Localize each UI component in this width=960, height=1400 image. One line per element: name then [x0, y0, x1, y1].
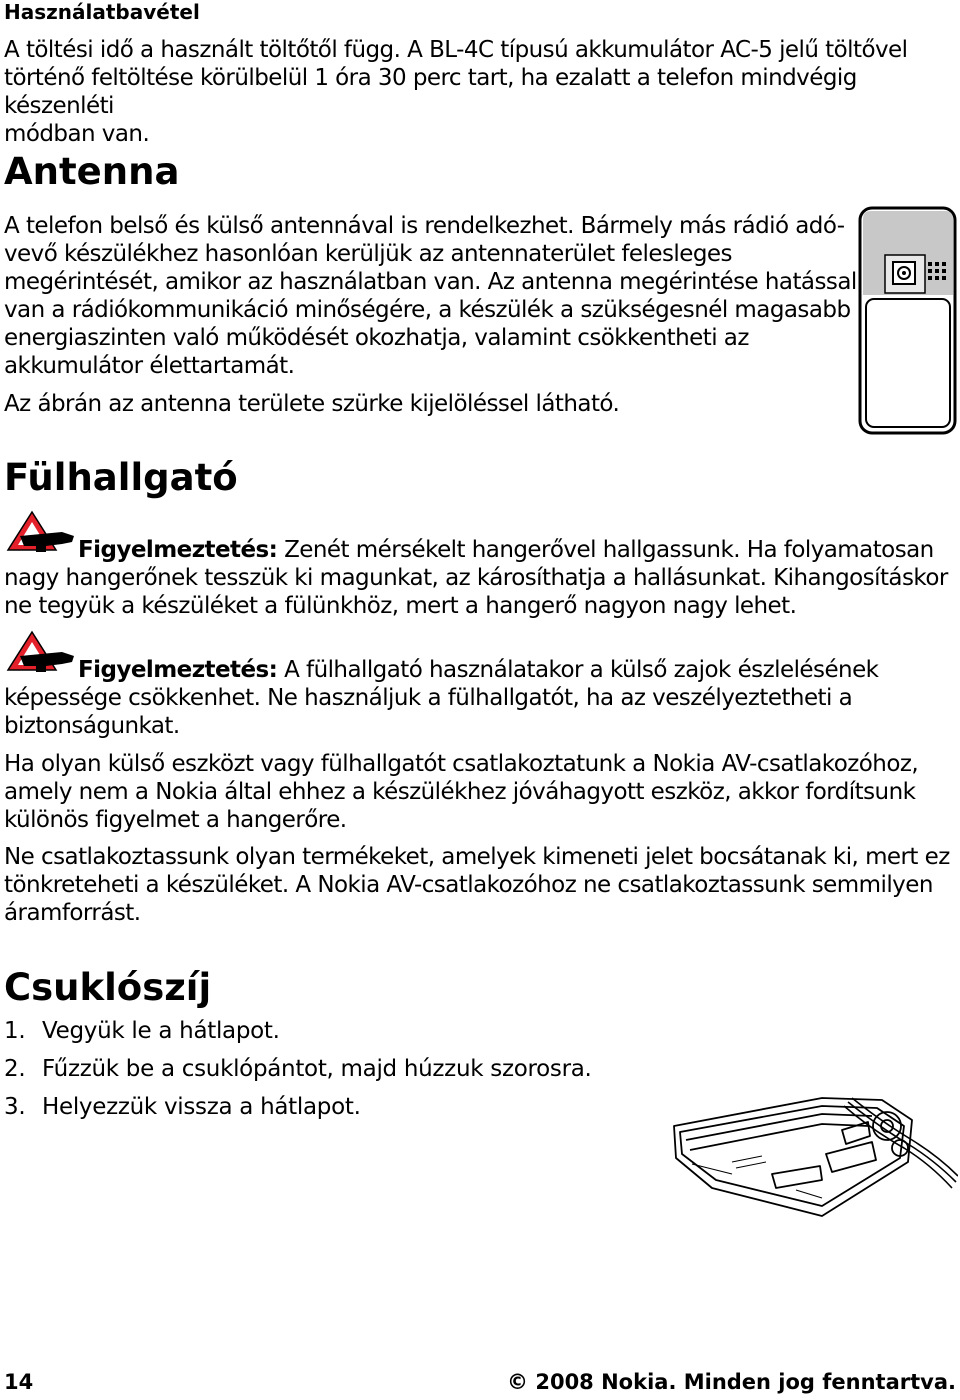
warning-1-line: ne tegyük a készüléket a fülünkhöz, mert a hangerő nagyon nagy lehet.	[4, 593, 797, 619]
step-number: 1.	[4, 1018, 26, 1044]
warning-1-label: Figyelmeztetés:	[78, 537, 278, 563]
antenna-line: vevő készülékhez hasonlóan kerüljük az antennaterület felesleges	[4, 241, 732, 267]
step-number: 3.	[4, 1094, 26, 1120]
headset-heading: Fülhallgató	[4, 456, 238, 499]
headset-p1-line: különös figyelmet a hangerőre.	[4, 807, 347, 833]
strap-steps-list	[4, 1017, 592, 1121]
warning-2-line: biztonságunkat.	[4, 713, 180, 739]
wrist-strap-illustration	[672, 1070, 958, 1218]
intro-line: módban van.	[4, 121, 150, 147]
headset-p2-line: áramforrást.	[4, 900, 141, 926]
list-item	[4, 1055, 592, 1083]
warning-2-first-line	[78, 656, 878, 684]
page-number: 14	[4, 1370, 34, 1394]
warning-1-text: Zenét mérsékelt hangerővel hallgassunk. Ha folyamatosan	[277, 537, 934, 563]
step-number: 2.	[4, 1056, 26, 1082]
antenna-heading: Antenna	[4, 150, 180, 193]
intro-line: A töltési idő a használt töltőtől függ. A BL-4C típusú akkumulátor AC-5 jelű töltővel	[4, 37, 908, 63]
strap-heading: Csuklószíj	[4, 966, 212, 1009]
headset-p2-line: Ne csatlakoztassunk olyan termékeket, amelyek kimeneti jelet bocsátanak ki, mert ez	[4, 844, 950, 870]
antenna-line: energiaszinten való működését okozhatja, valamint csökkentheti az	[4, 325, 749, 351]
antenna-line: van a rádiókommunikáció minőségére, a készülék a szükségesnél magasabb	[4, 297, 851, 323]
antenna-line: akkumulátor élettartamát.	[4, 353, 295, 379]
antenna-line: megérintését, amikor az használatban van. Az antenna megérintése hatással	[4, 269, 857, 295]
headset-p1-line: amely nem a Nokia által ehhez a készülékhez jóváhagyott eszköz, akkor fordítsunk	[4, 779, 916, 805]
antenna-line: A telefon belső és külső antennával is rendelkezhet. Bármely más rádió adó-	[4, 213, 845, 239]
warning-1-body	[4, 564, 948, 620]
antenna-note: Az ábrán az antenna területe szürke kijelöléssel látható.	[4, 391, 620, 417]
warning-1-line: nagy hangerőnek tesszük ki magunkat, az károsíthatja a hallásunkat. Kihangosításkor	[4, 565, 948, 591]
running-header: Használatbavétel	[4, 0, 200, 24]
warning-2-label: Figyelmeztetés:	[78, 657, 278, 683]
intro-line: történő feltöltése körülbelül 1 óra 30 perc tart, ha ezalatt a telefon mindvégig készenléti	[4, 65, 857, 119]
copyright-notice: © 2008 Nokia. Minden jog fenntartva.	[507, 1370, 956, 1394]
warning-2-body	[4, 684, 852, 740]
step-text: Fűzzük be a csuklópántot, majd húzzuk szorosra.	[42, 1056, 592, 1082]
list-item	[4, 1093, 592, 1121]
warning-1-first-line	[78, 536, 934, 564]
warning-triangle-hand-icon	[6, 510, 76, 556]
warning-2-line: képessége csökkenhet. Ne használjuk a fülhallgatót, ha az veszélyeztetheti a	[4, 685, 853, 711]
antenna-paragraph	[4, 212, 857, 380]
headset-paragraph-2	[4, 843, 950, 927]
warning-2-text: A fülhallgató használatakor a külső zajok észlelésének	[277, 657, 879, 683]
list-item	[4, 1017, 592, 1045]
step-text: Vegyük le a hátlapot.	[42, 1018, 280, 1044]
headset-p2-line: tönkreteheti a készüléket. A Nokia AV-csatlakozóhoz ne csatlakoztassunk semmilyen	[4, 872, 933, 898]
phone-back-illustration	[857, 205, 959, 437]
step-text: Helyezzük vissza a hátlapot.	[42, 1094, 361, 1120]
headset-paragraph-1	[4, 750, 918, 834]
warning-triangle-hand-icon	[6, 630, 76, 676]
headset-p1-line: Ha olyan külső eszközt vagy fülhallgatót csatlakoztatunk a Nokia AV-csatlakozóhoz,	[4, 751, 919, 777]
intro-paragraph	[4, 36, 960, 148]
